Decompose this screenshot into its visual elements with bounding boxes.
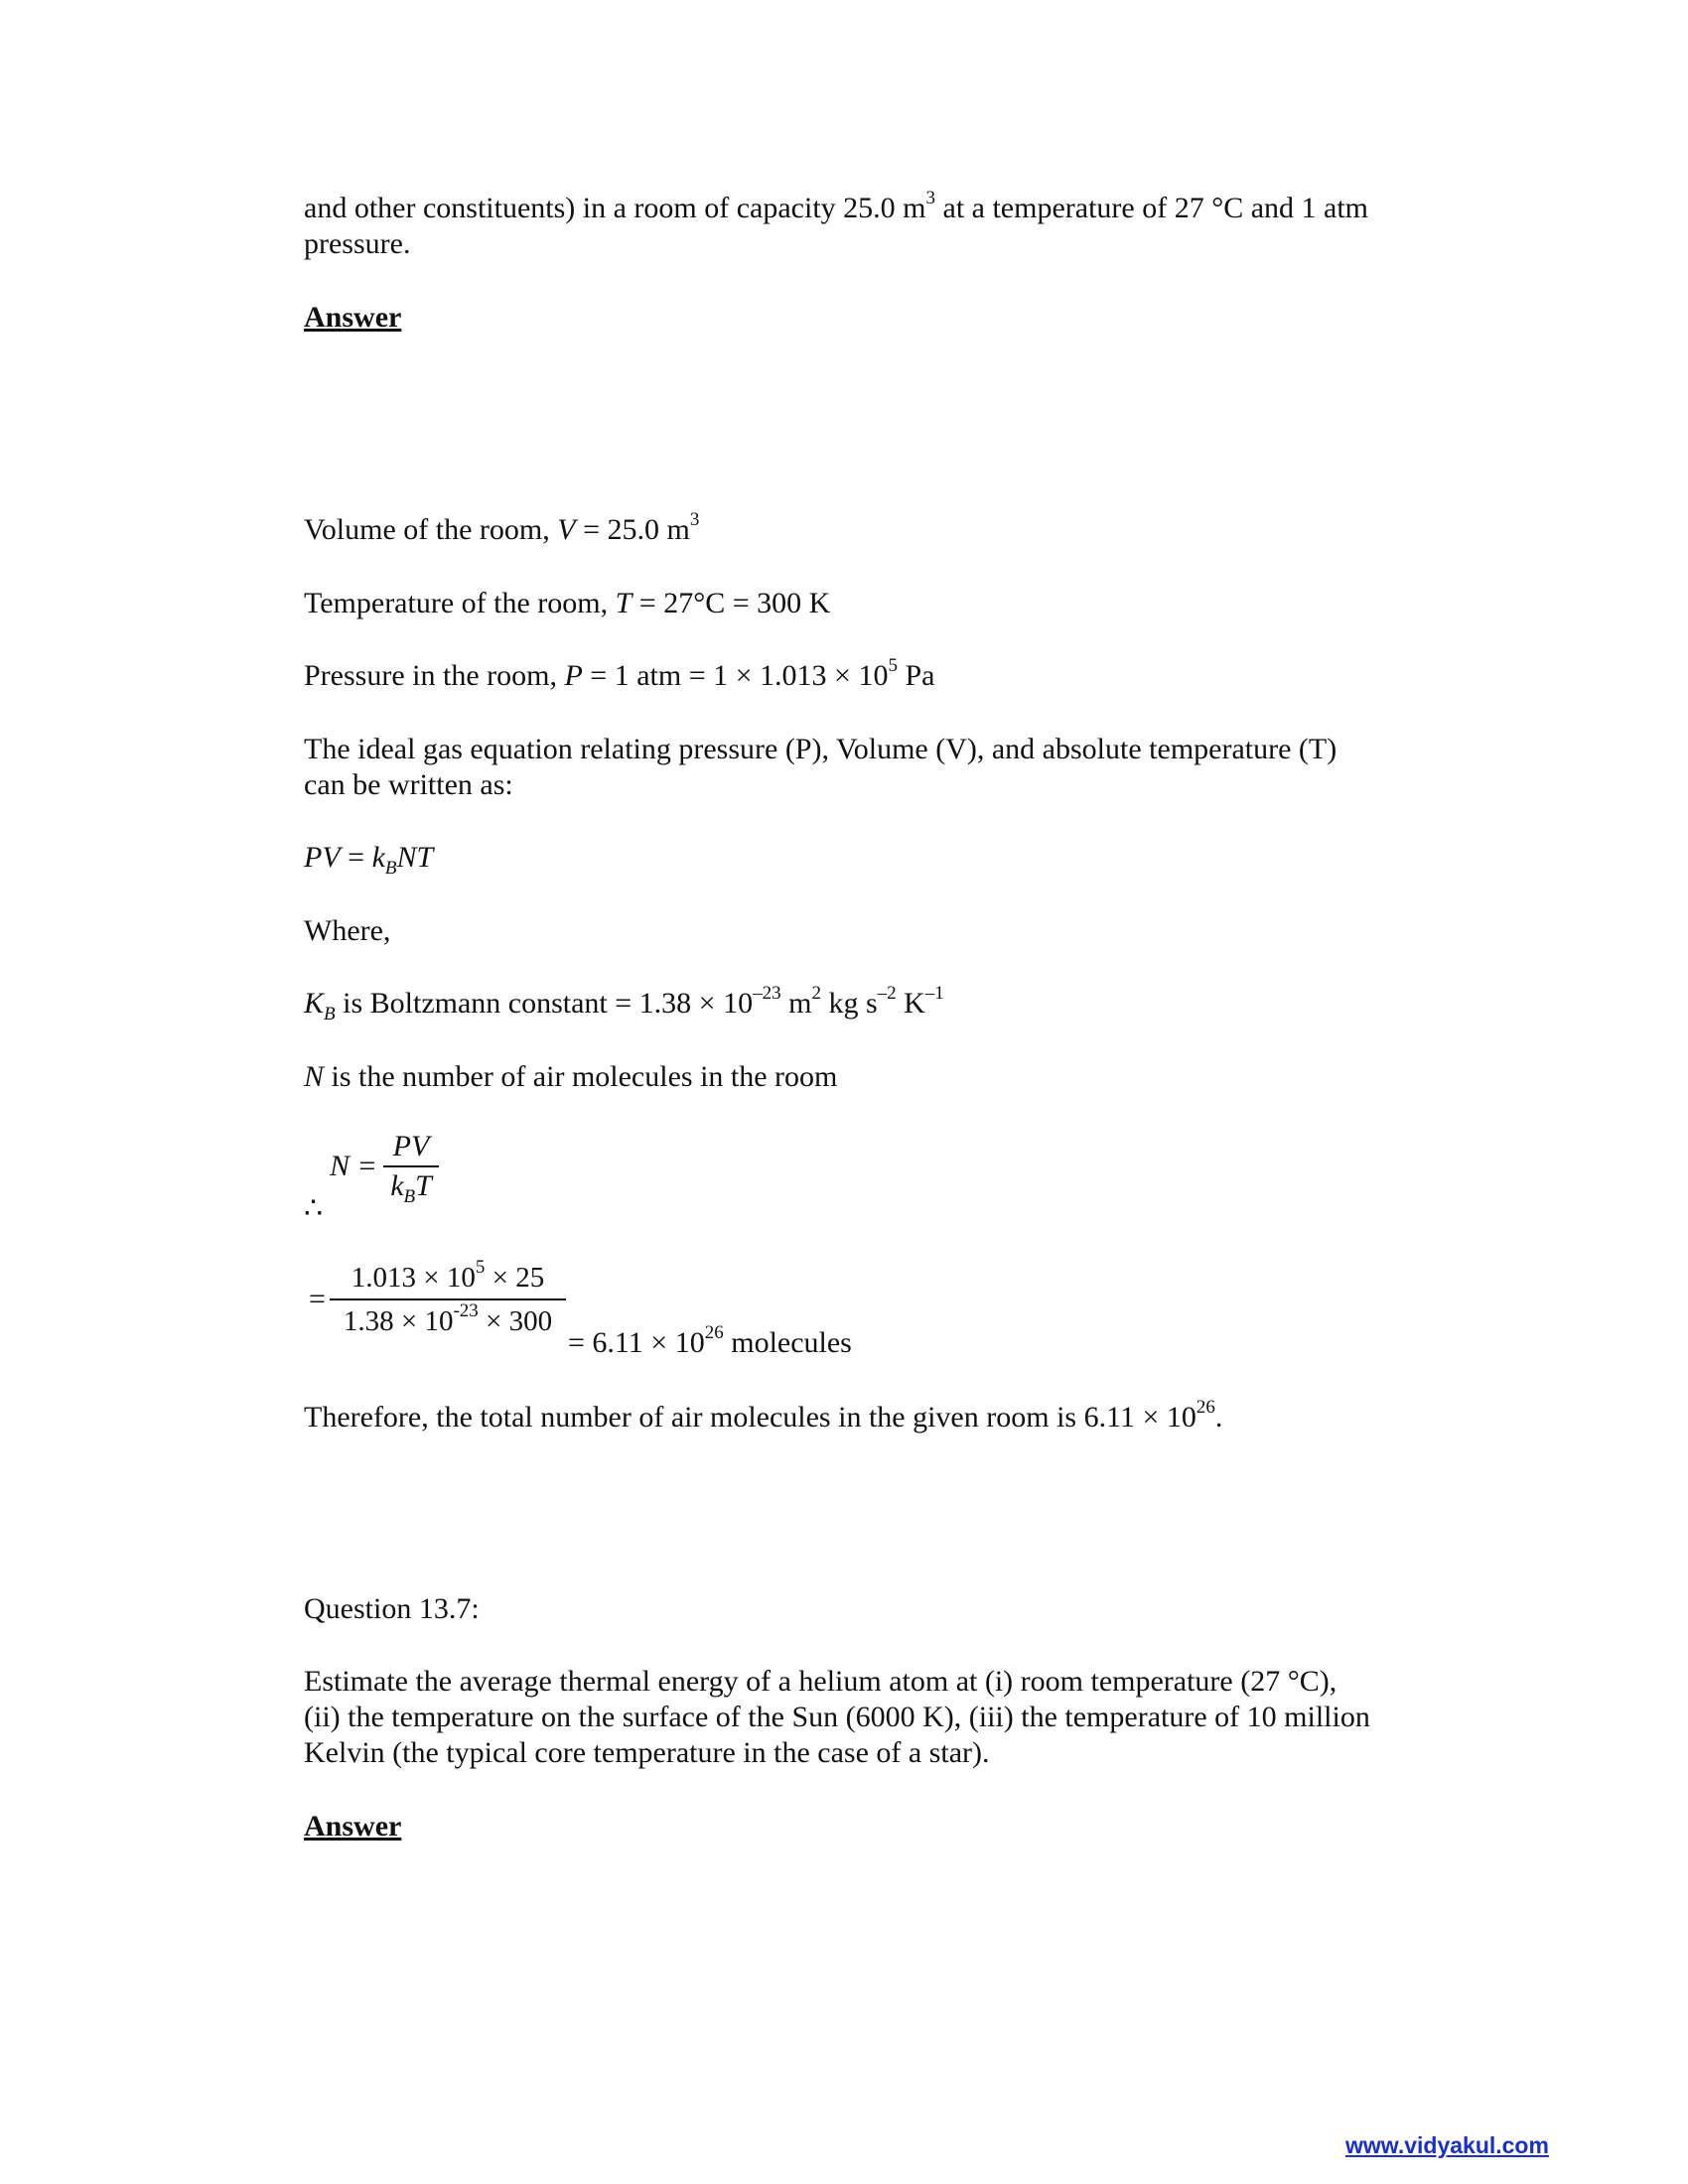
pressure-sup: 5 [888,655,898,676]
volume-sup: 3 [689,509,700,530]
kb-var-sub: B [324,1004,336,1024]
kb-text-d: K [896,987,925,1020]
kb-text-b: m [780,987,812,1020]
volume-text: Volume of the room, [304,513,558,546]
eq-k-sub: B [384,858,397,879]
answer-heading-2: Answer [304,1810,402,1843]
intro-text-a: and other constituents) in a room of capacity 25.0 m [304,192,926,224]
calc-den-sup: -23 [453,1300,479,1322]
eq-equals: = [340,841,372,874]
formula-n-den-sub: B [403,1186,416,1207]
footer-website-link[interactable]: www.vidyakul.com [1345,2132,1549,2158]
eq-nt: NT [396,841,434,874]
ideal-gas-equation [304,840,434,879]
volume-line [304,509,700,548]
conclusion-text: Therefore, the total number of air molecules in the given room is 6.11 × 10 [304,1401,1196,1433]
formula-calc-result [568,1322,852,1360]
answer-heading-1: Answer [304,301,402,334]
pressure-text: Pressure in the room, [304,659,565,692]
kb-sup-4: –1 [924,983,944,1004]
conclusion-line [304,1397,1223,1435]
temp-var: T [615,587,633,619]
kb-sup-3: –2 [877,983,897,1004]
ideal-gas-line-1: The ideal gas equation relating pressure (P), Volume (V), and absolute temperature (T) [304,733,1337,765]
volume-var: V [557,513,576,546]
eq-k: k [371,841,385,874]
conclusion-period: . [1214,1401,1223,1433]
therefore-symbol: ∴ [304,1192,324,1225]
temp-text: Temperature of the room, [304,587,616,619]
formula-n-den-k: k [390,1169,404,1202]
pressure-var: P [564,659,583,692]
formula-calc-equals: = [309,1283,326,1315]
intro-sup: 3 [925,188,935,208]
calc-result-sup: 26 [704,1322,724,1343]
formula-calc-numerator [330,1257,566,1300]
pressure-line [304,655,935,694]
pressure-unit: Pa [897,659,935,692]
calc-num-b: × 25 [485,1262,545,1294]
n-text: is the number of air molecules in the room [324,1060,838,1093]
calc-den-a: 1.38 × 10 [343,1305,454,1337]
volume-value: = 25.0 m [575,513,690,546]
formula-calc-denominator [330,1300,566,1342]
intro-line-2: pressure. [304,227,411,260]
n-var: N [304,1060,325,1093]
intro-line-1 [304,188,1369,226]
n-definition-line [304,1059,837,1095]
question-line-3: Kelvin (the typical core temperature in the case of a star). [304,1736,990,1769]
kb-text-a: is Boltzmann constant = 1.38 × 10 [335,987,754,1020]
formula-n-denominator [383,1167,439,1205]
question-line-1: Estimate the average thermal energy of a helium atom at (i) room temperature (27 °C), [304,1665,1337,1698]
question-line-2: (ii) the temperature on the surface of the Sun (6000 K), (iii) the temperature of 10 million [304,1701,1370,1733]
calc-num-a: 1.013 × 10 [351,1262,476,1294]
formula-n-numerator: PV [383,1128,439,1167]
temperature-line [304,586,830,621]
formula-n-fraction [383,1128,439,1205]
intro-text-b: at a temperature of 27 °C and 1 atm [935,192,1369,224]
calc-den-b: × 300 [478,1305,553,1337]
calc-result-a: = 6.11 × 10 [568,1326,705,1359]
kb-sup-1: –23 [753,983,781,1004]
question-title: Question 13.7: [304,1592,480,1625]
kb-text-c: kg s [820,987,878,1020]
calc-result-b: molecules [723,1326,852,1359]
formula-calc-fraction [330,1257,566,1342]
temp-value: = 27°C = 300 K [632,587,831,619]
pressure-value: = 1 atm = 1 × 1.013 × 10 [582,659,889,692]
boltzmann-line [304,983,944,1024]
where-label: Where, [304,914,391,947]
kb-sup-2: 2 [811,983,821,1004]
formula-n-den-t: T [415,1169,432,1202]
kb-var: K [304,987,325,1020]
eq-pv: PV [304,841,341,874]
formula-n-lhs: N = [330,1150,377,1182]
conclusion-sup: 26 [1196,1397,1215,1418]
calc-num-sup: 5 [475,1257,486,1279]
ideal-gas-line-2: can be written as: [304,768,513,801]
